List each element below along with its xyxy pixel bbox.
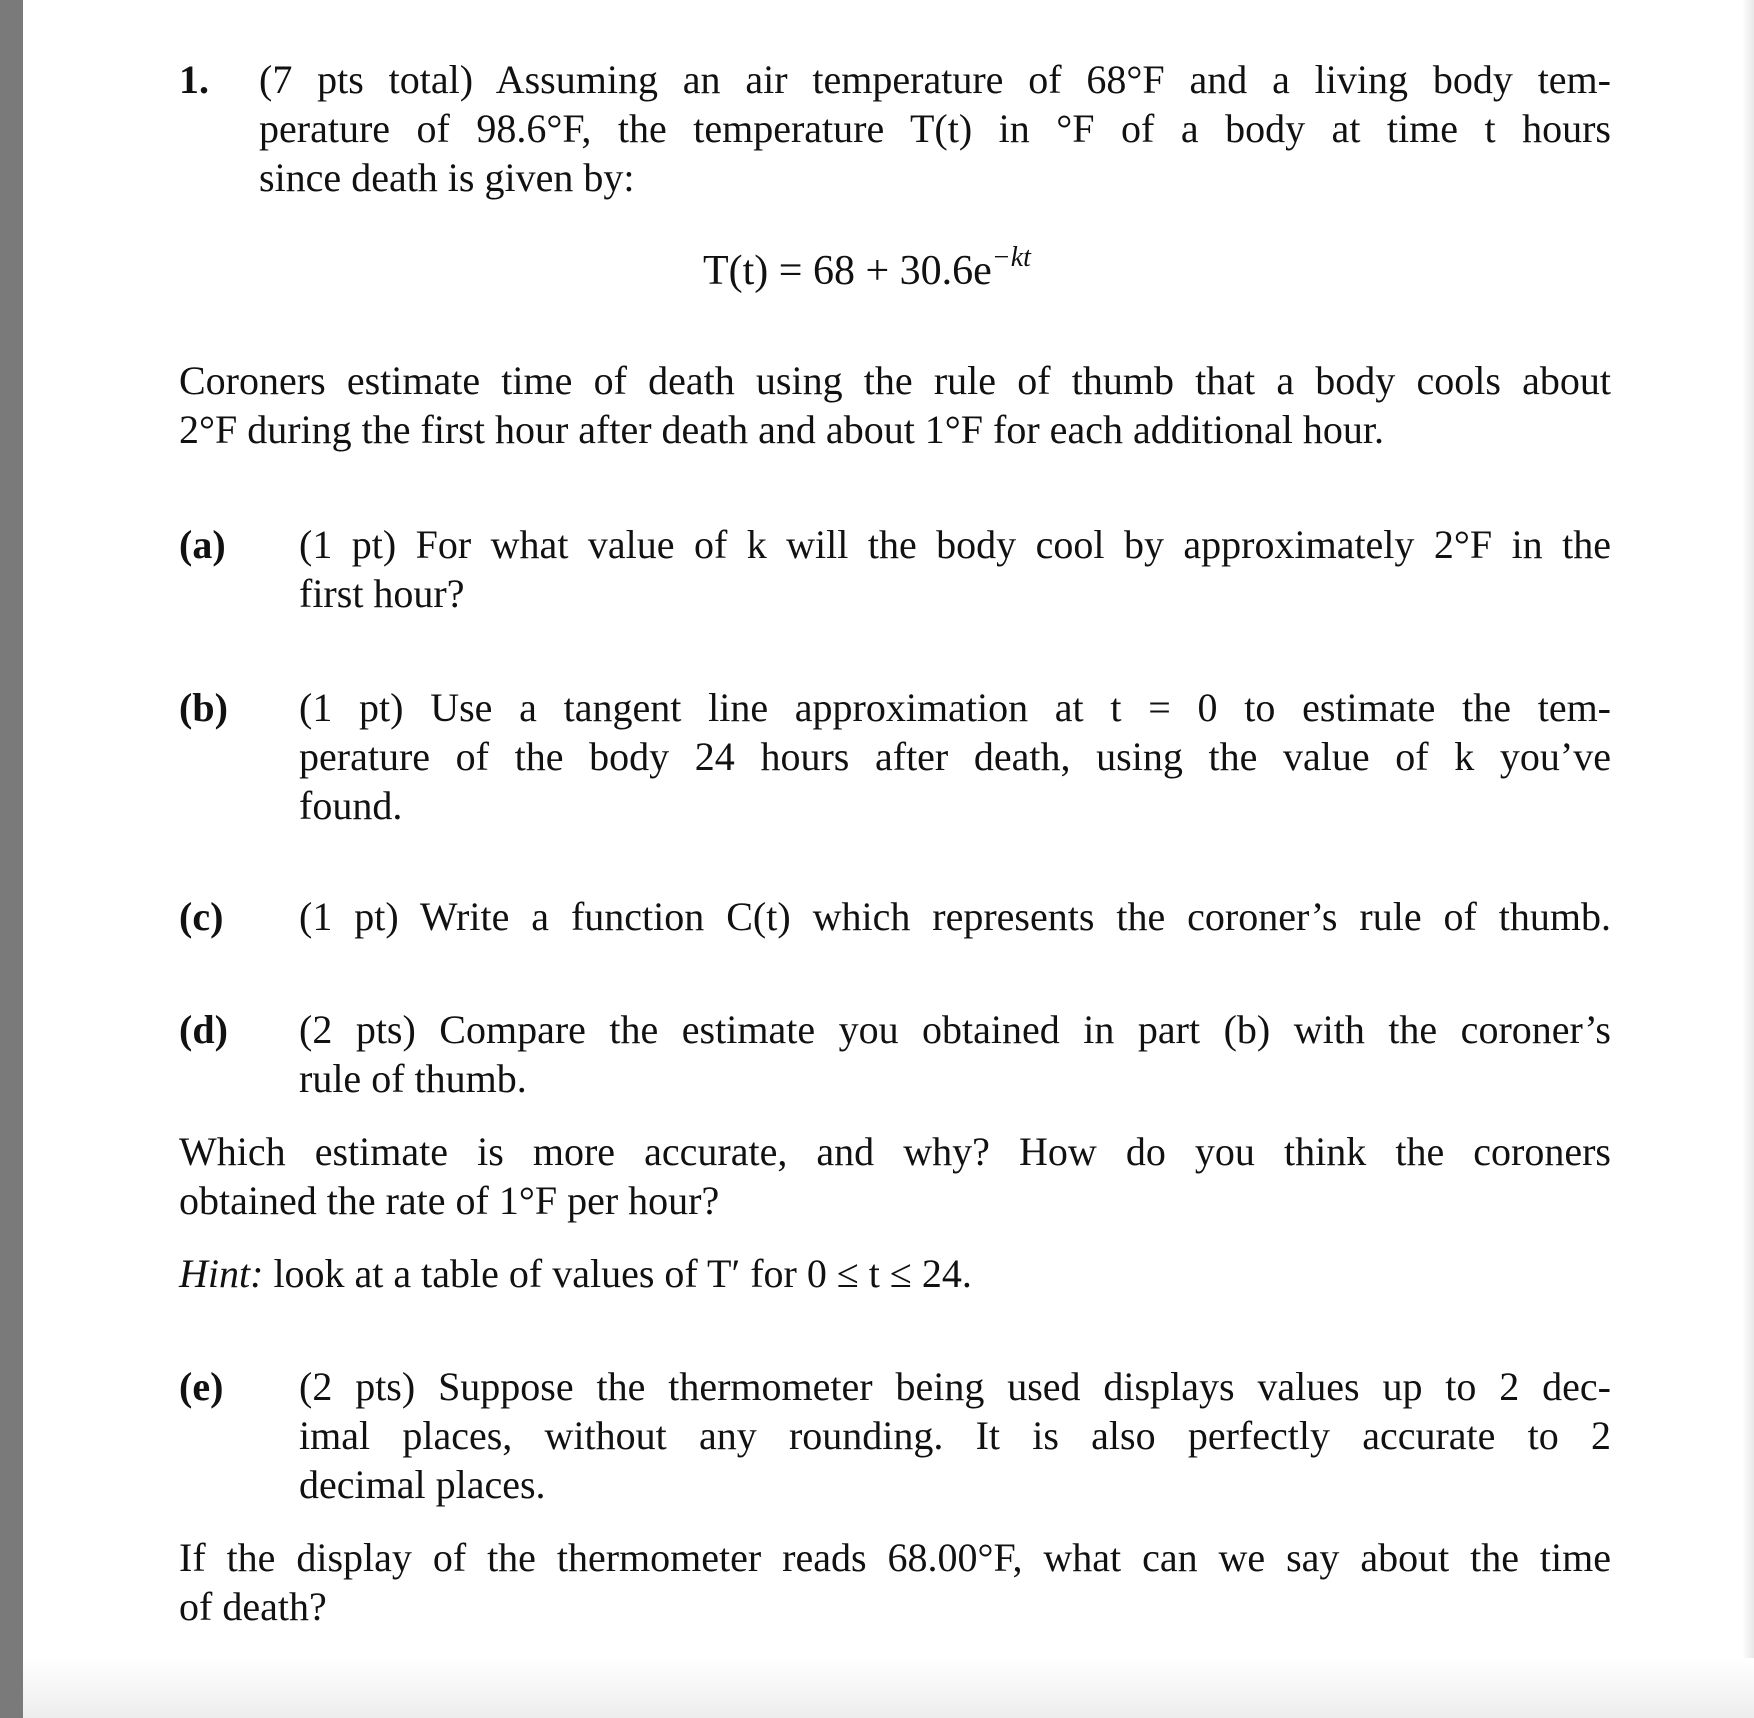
part-e-label: (e) <box>179 1364 224 1409</box>
problem-intro-line-3: since death is given by: <box>259 155 635 200</box>
part-e-line-3: decimal places. <box>299 1462 546 1507</box>
part-d-line-2: rule of thumb. <box>299 1056 527 1101</box>
part-c-label: (c) <box>179 894 224 939</box>
problem-intro-line-1: (7 pts total) Assuming an air temperature of 68°F and a living body tem- <box>259 57 1611 102</box>
part-d-label: (d) <box>179 1007 228 1052</box>
page-edge-shadow <box>1742 0 1754 1718</box>
part-a-line-1: (1 pt) For what value of k will the body cool by approximately 2°F in the <box>299 522 1611 567</box>
part-b-line-3: found. <box>299 783 403 828</box>
problem-number: 1. <box>179 57 209 102</box>
hint <box>179 1249 972 1298</box>
problem-intro-line-2: perature of 98.6°F, the temperature T(t) in °F of a body at time t hours <box>259 106 1611 151</box>
part-d-line-1: (2 pts) Compare the estimate you obtained in part (b) with the coroner’s <box>299 1007 1611 1052</box>
part-c-line-1: (1 pt) Write a function C(t) which represents the coroner’s rule of thumb. <box>299 894 1611 939</box>
part-b-line-2: perature of the body 24 hours after death, using the value of k you’ve <box>299 734 1611 779</box>
equation-exponent: −kt <box>991 242 1031 273</box>
context-line-1: Coroners estimate time of death using the rule of thumb that a body cools about <box>179 358 1611 403</box>
part-a-label: (a) <box>179 522 226 567</box>
hint-label: Hint: <box>179 1251 264 1296</box>
part-d-followup-line-2: obtained the rate of 1°F per hour? <box>179 1178 720 1223</box>
part-a-line-2: first hour? <box>299 571 465 616</box>
page-bottom-shadow <box>23 1658 1754 1718</box>
hint-text: look at a table of values of T′ for 0 ≤ t ≤ 24. <box>273 1251 972 1296</box>
part-d-followup-line-1: Which estimate is more accurate, and why? How do you think the coroners <box>179 1129 1611 1174</box>
part-b-line-1: (1 pt) Use a tangent line approximation at t = 0 to estimate the tem- <box>299 685 1611 730</box>
context-line-2: 2°F during the first hour after death and about 1°F for each additional hour. <box>179 407 1385 452</box>
temperature-equation <box>703 242 1031 301</box>
part-e-followup-line-1: If the display of the thermometer reads 68.00°F, what can we say about the time <box>179 1535 1611 1580</box>
equation-main: T(t) = 68 + 30.6e <box>703 248 992 294</box>
part-e-line-1: (2 pts) Suppose the thermometer being used displays values up to 2 dec- <box>299 1364 1611 1409</box>
part-e-line-2: imal places, without any rounding. It is also perfectly accurate to 2 <box>299 1413 1611 1458</box>
document-page <box>23 0 1754 1718</box>
part-b-label: (b) <box>179 685 228 730</box>
part-e-followup-line-2: of death? <box>179 1584 327 1629</box>
